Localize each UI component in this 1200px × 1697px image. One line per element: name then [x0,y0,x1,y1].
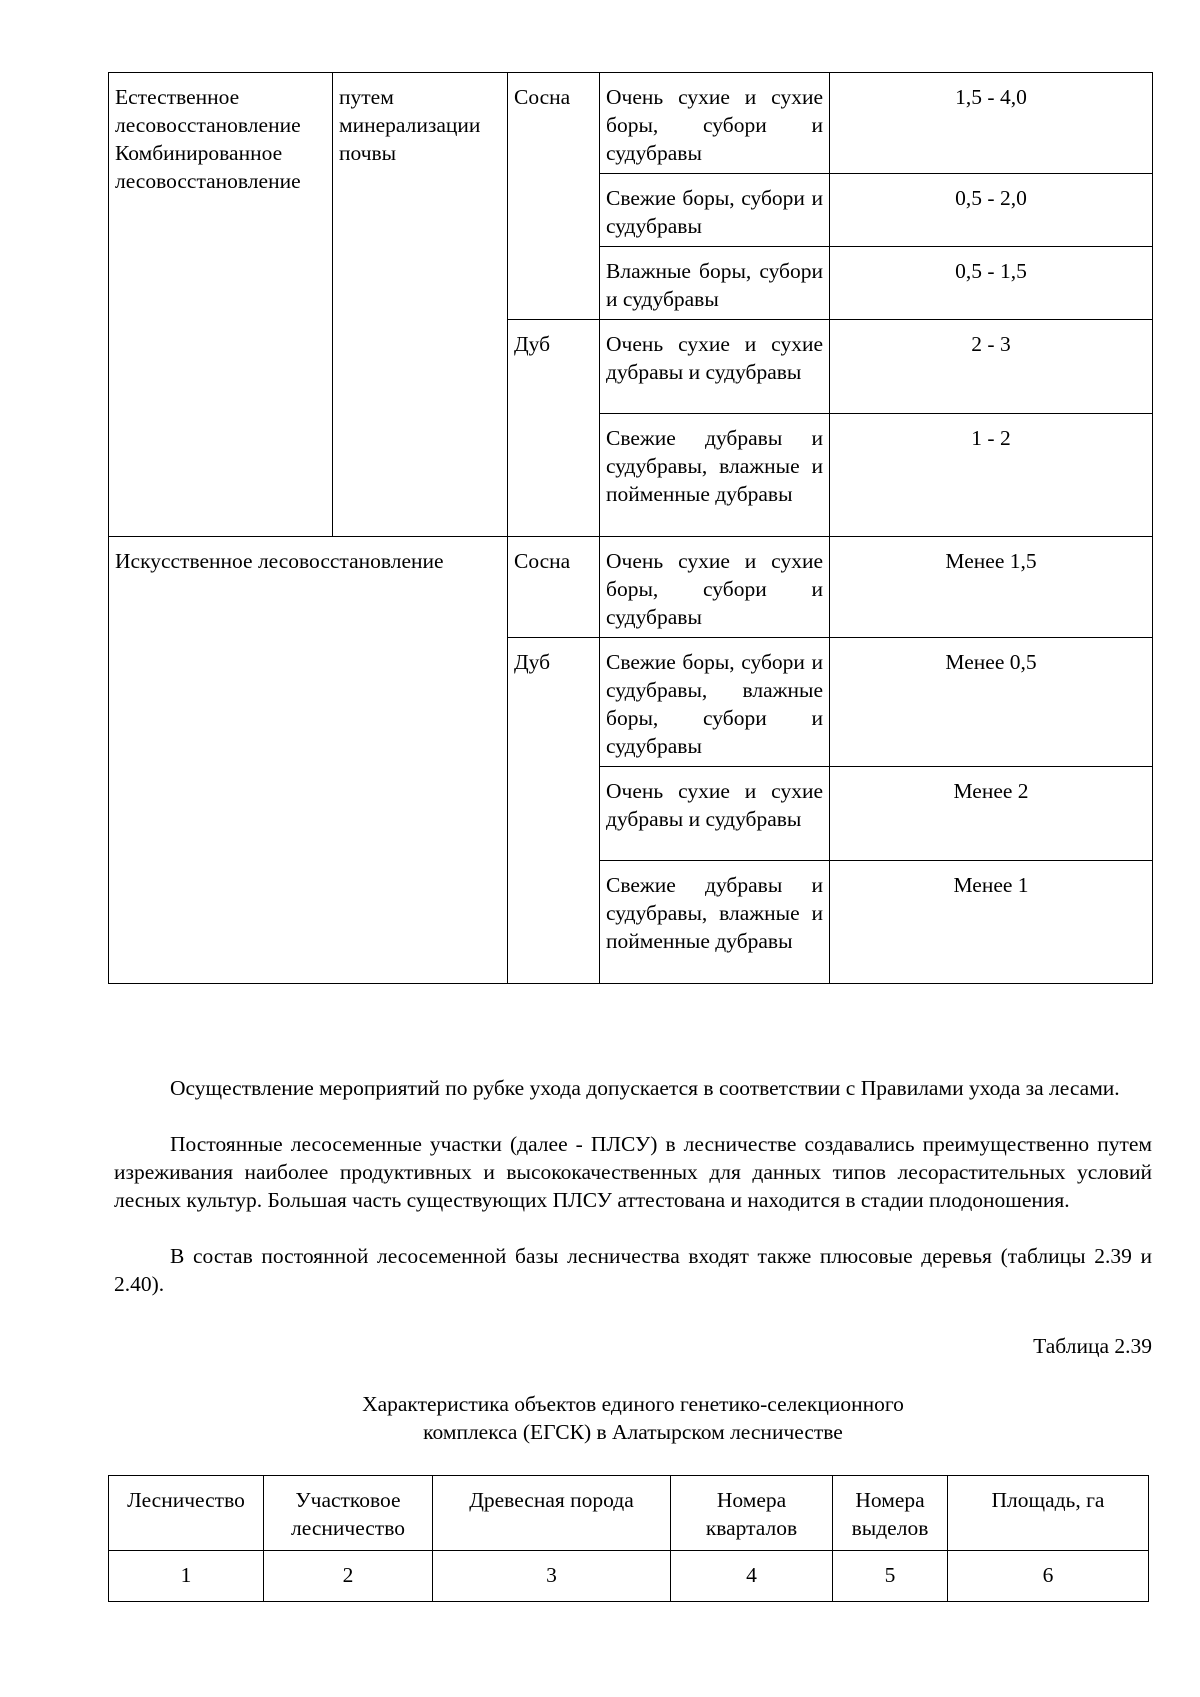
column-header: Номера кварталов [671,1476,833,1551]
value-cell: Менее 2 [830,767,1153,861]
condition-cell: Очень сухие и сухие дубравы и судубравы [600,320,830,414]
value-cell: 0,5 - 2,0 [830,174,1153,247]
column-header: Древесная порода [433,1476,671,1551]
egsk-table [108,1475,1149,1602]
value-cell: Менее 1 [830,861,1153,984]
submethod-cell: путем минерализации почвы [333,73,508,537]
table-row [109,537,1153,638]
condition-cell: Свежие дубравы и судубравы, влажные и пойменные дубравы [600,861,830,984]
paragraph [114,1242,1152,1298]
value-cell: 2 - 3 [830,320,1153,414]
value-cell: 1,5 - 4,0 [830,73,1153,174]
value-cell: 1 - 2 [830,414,1153,537]
reforestation-table [108,72,1153,984]
paragraph [114,1074,1152,1102]
paragraph-text: В состав постоянной лесосеменной базы лесничества входят также плюсовые деревья (таблицы 2.39 и 2.40). [114,1244,1152,1296]
column-number: 3 [433,1551,671,1602]
column-number: 1 [109,1551,264,1602]
value-cell: 0,5 - 1,5 [830,247,1153,320]
condition-cell: Свежие дубравы и судубравы, влажные и пойменные дубравы [600,414,830,537]
column-header: Номера выделов [833,1476,948,1551]
condition-cell: Влажные боры, субори и судубравы [600,247,830,320]
column-header: Площадь, га [948,1476,1149,1551]
column-number: 4 [671,1551,833,1602]
paragraph-text: Постоянные лесосеменные участки (далее - ПЛСУ) в лесничестве создавались преимущественно путем изреживания наиболее продуктивных и высококачественных для данных типов лесорастительных условий лесных культур. Большая часть существующих ПЛСУ аттестована и находится в стадии плодоношения. [114,1132,1152,1212]
column-header: Участковое лесничество [264,1476,433,1551]
paragraph-text: Осуществление мероприятий по рубке ухода допускается в соответствии с Правилами ухода за лесами. [170,1076,1120,1100]
condition-cell: Очень сухие и сухие дубравы и судубравы [600,767,830,861]
paragraph [114,1130,1152,1214]
column-number: 2 [264,1551,433,1602]
species-cell: Дуб [508,638,600,984]
caption-line: Характеристика объектов единого генетико-селекционного [362,1392,904,1416]
value-cell: Менее 1,5 [830,537,1153,638]
column-number: 6 [948,1551,1149,1602]
method-cell: Естественное лесовосстановление Комбинированное лесовосстановление [109,73,333,537]
species-cell: Сосна [508,73,600,320]
value-cell: Менее 0,5 [830,638,1153,767]
table-row [109,1551,1149,1602]
table-row [109,73,1153,174]
species-cell: Дуб [508,320,600,537]
condition-cell: Очень сухие и сухие боры, субори и судубравы [600,73,830,174]
column-number: 5 [833,1551,948,1602]
table-header-row [109,1476,1149,1551]
column-header: Лесничество [109,1476,264,1551]
condition-cell: Свежие боры, субори и судубравы, влажные боры, субори и судубравы [600,638,830,767]
condition-cell: Свежие боры, субори и судубравы [600,174,830,247]
method-cell: Искусственное лесовосстановление [109,537,508,984]
table-caption [114,1390,1152,1446]
table-label: Таблица 2.39 [1033,1334,1152,1358]
caption-line: комплекса (ЕГСК) в Алатырском лесничестве [423,1420,843,1444]
condition-cell: Очень сухие и сухие боры, субори и судубравы [600,537,830,638]
species-cell: Сосна [508,537,600,638]
